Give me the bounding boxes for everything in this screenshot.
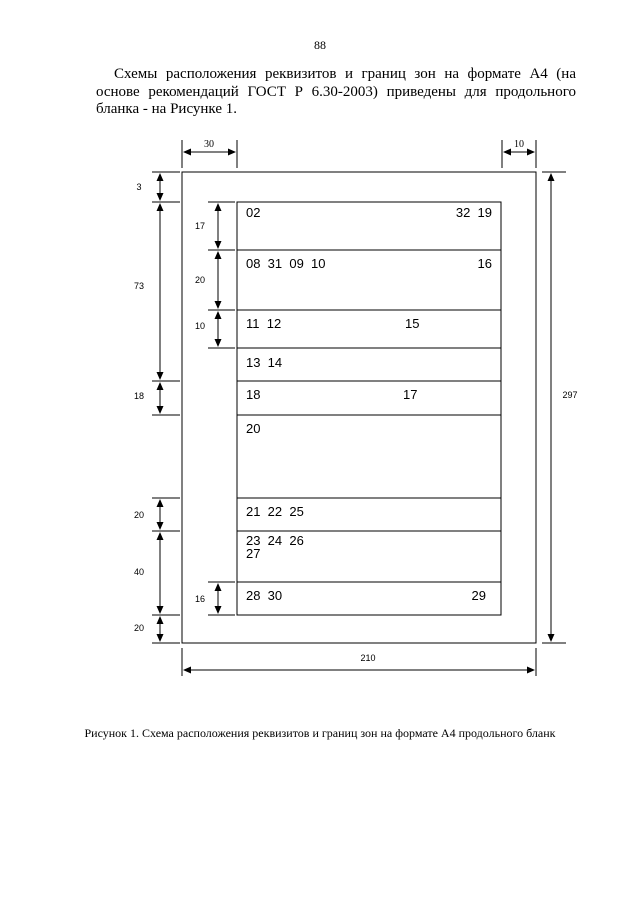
zone-3-left-label: 11 12: [246, 316, 282, 331]
dim-zone-last-label: 16: [194, 594, 206, 604]
zone-2-right-label: 16: [477, 256, 492, 271]
zone-9-right-label: 29: [471, 588, 486, 603]
dim-lower-b-label: 40: [133, 567, 145, 577]
zone-1-right-label: 32 19: [455, 205, 492, 220]
dim-upper-block-label: 73: [133, 281, 145, 291]
zone-9-left-label: 28 30: [246, 588, 283, 603]
dim-bottom-label: 20: [133, 623, 145, 633]
zone-6-left-label: 20: [246, 421, 261, 436]
intro-paragraph: Схемы расположения реквизитов и границ зон на формате А4 (на основе рекомендаций ГОСТ Р 6.30-2003) приведены для продольного бланка - на Рисунке 1.: [96, 66, 576, 117]
page-number: 88: [314, 38, 326, 52]
zone-5-left-label: 18: [246, 387, 261, 402]
dim-margin-right-label: 10: [514, 139, 524, 150]
dim-lower-a-label: 20: [133, 510, 145, 520]
zone-2-left-label: 08 31 09 10: [246, 256, 326, 271]
page-outline: [182, 172, 536, 643]
dim-mid-label: 18: [133, 391, 145, 401]
dim-page-width-label: 210: [360, 653, 376, 663]
zone-7-left-label: 21 22 25: [246, 504, 304, 519]
dim-top-label: 3: [136, 182, 142, 192]
zone-5: [237, 381, 501, 415]
zone-6: [237, 415, 501, 498]
dim-zone-3-label: 10: [194, 321, 206, 331]
zone-8-line1-label: 23 24 26: [246, 533, 304, 548]
zone-5-mid-label: 17: [403, 387, 418, 402]
zone-4-left-label: 13 14: [246, 355, 283, 370]
zone-8-line2-label: 27: [246, 546, 261, 561]
dim-margin-left-label: 30: [204, 139, 214, 150]
zone-1-left-label: 02: [246, 205, 261, 220]
dim-zone-2-label: 20: [194, 275, 206, 285]
dim-zone-1-label: 17: [194, 221, 206, 231]
figure-caption: Рисунок 1. Схема расположения реквизитов и границ зон на формате А4 продольного бланк: [84, 726, 556, 740]
dim-page-height-label: 297: [562, 390, 578, 400]
zone-3-mid-label: 15: [405, 316, 420, 331]
